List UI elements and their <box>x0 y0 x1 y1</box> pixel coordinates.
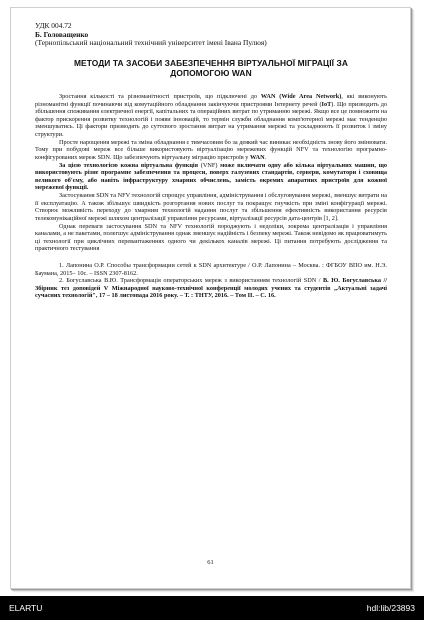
p2-text-a: Просте нарощення мережі та зміна обладнання є тимчасовим бо за деякий час виникає необхідність знову його змінювати. Тому при побудові мереж все більше використовують віртуалізацію мережевих функцій NFV та технологію програмно-конфігурованих мереж SDN. Що забезпечують віртуальну міграцію пристроїв у <box>35 138 387 161</box>
title-line-1: МЕТОДИ ТА ЗАСОБИ ЗАБЕЗПЕЧЕННЯ ВІРТУАЛЬНОЇ МІГРАЦІЇ ЗА <box>73 57 349 68</box>
paragraph-2 <box>35 139 387 162</box>
p1-wan-bold: WAN (Wide Area Network) <box>260 92 342 100</box>
article-title <box>35 58 387 79</box>
paragraph-1 <box>35 93 387 138</box>
author-name: Б. Головащенко <box>35 29 89 39</box>
footer-handle: hdl:lib/23893 <box>366 603 415 613</box>
p3-bold-a: За цією технологією кожна віртуальна функція <box>59 161 199 169</box>
p2-text-c: . <box>264 153 267 161</box>
p3-text-vnf: (VNF) <box>198 161 221 169</box>
p1-iot-bold: IoT <box>321 100 332 108</box>
paragraph-4: Застосування SDN та NFV технологій спрощує управління, адміністрування і обслуговування мережі, зменшує витрати на її експлуатацію. А також збільшує швидкість розгортання нових послуг та покращує гнучкість при зміні конфігурації мережі. Створює можливість переходу до хмарним технологій надання послуг та збільшення ефективність використання ресурсів телекомунікаційної мережі шляхом централізації управління ресурсами, віртуалізації ресурсів дата-центрів [1, 2]. <box>35 192 387 222</box>
ref2-text-a: 2. Богуславська В.Ю. Трансформація операторських мереж з використанням технологій SDN / <box>59 277 324 285</box>
paragraph-3 <box>35 162 387 192</box>
p2-wan-bold: WAN <box>250 153 265 161</box>
page-content <box>35 22 387 300</box>
reference-2 <box>35 277 387 300</box>
page-number: 61 <box>207 559 214 566</box>
footer-bar <box>0 596 424 620</box>
p1-text-a: Зростання кількості та різноманітності пристроїв, що підключені до <box>59 92 261 100</box>
ref2-bold: В. Ю. Богуславська // Збірник тез доповідей V Міжнародної науково-технічної конференції молодих учених та студентів „Актуальні задачі сучасних технологій", 17 – 18 листопада 2016 року. – Т. : ТНТУ, 2016. – Том II. – С. 16. <box>35 277 387 300</box>
p1-text-c: , які виконують різноманітні функції починаючи від комутаційного обладнання закінчуючи пристроями Інтернету речей ( <box>35 92 387 108</box>
author-affiliation: (Тернопільський національний технічний університет імені Івана Пулюя) <box>35 38 267 48</box>
document-page <box>10 7 411 589</box>
footer-repository-name: ELARTU <box>9 603 43 613</box>
references-gap <box>35 253 387 262</box>
p1-text-d: ). Що призводить до збільшення споживання електричної енергії, капітальних та операційних витрат по утриманню мережі. Якщо все це помножити на фактор прискорення розвитку технологій і появи інновацій, то термін служби обладнання комп'ютерної мережі має тенденцію зменшуватись. Ці фактори призводять до суттєвого зростання витрат на утримання мережі та ускладнюють її розвиток і зміну структури. <box>35 100 388 138</box>
title-line-2: ДОПОМОГОЮ WAN <box>170 68 252 79</box>
p3-bold-b: може включати одну або кілька віртуальних машин, що використовують різне програмне забезпечення та процеси, поверх галузевих стандартів, сервери, комутатори і сховища великого об'єму, або навіть інфраструктуру хмарних обчислень, замість окремих апаратних пристроїв для кожної мережевої функції. <box>35 161 388 192</box>
paragraph-5: Однак переваги застосування SDN та NFV технологій породжують і недоліки, зокрема централізація і управління каналами, а не пакетами, полегшує адміністрування однак зменшує надійність і безпеку мережі. Також невідомо як працюватимуть ці технології при циклічних перевантаженнях одного чи декількох каналів мережі. Ці питання потребують дослідження та практичного тестування <box>35 222 387 253</box>
udk-code: УДК 004.72 <box>35 21 72 30</box>
reference-1: 1. Лапонина О.Р. Способы трансформации сетей к SDN архитектуре / О.Р. Лапонина – Москва. : ФГБОУ ВПО им. Н.Э. Баумана, 2015– 10с. – ISSN 2307-8162. <box>35 262 387 277</box>
